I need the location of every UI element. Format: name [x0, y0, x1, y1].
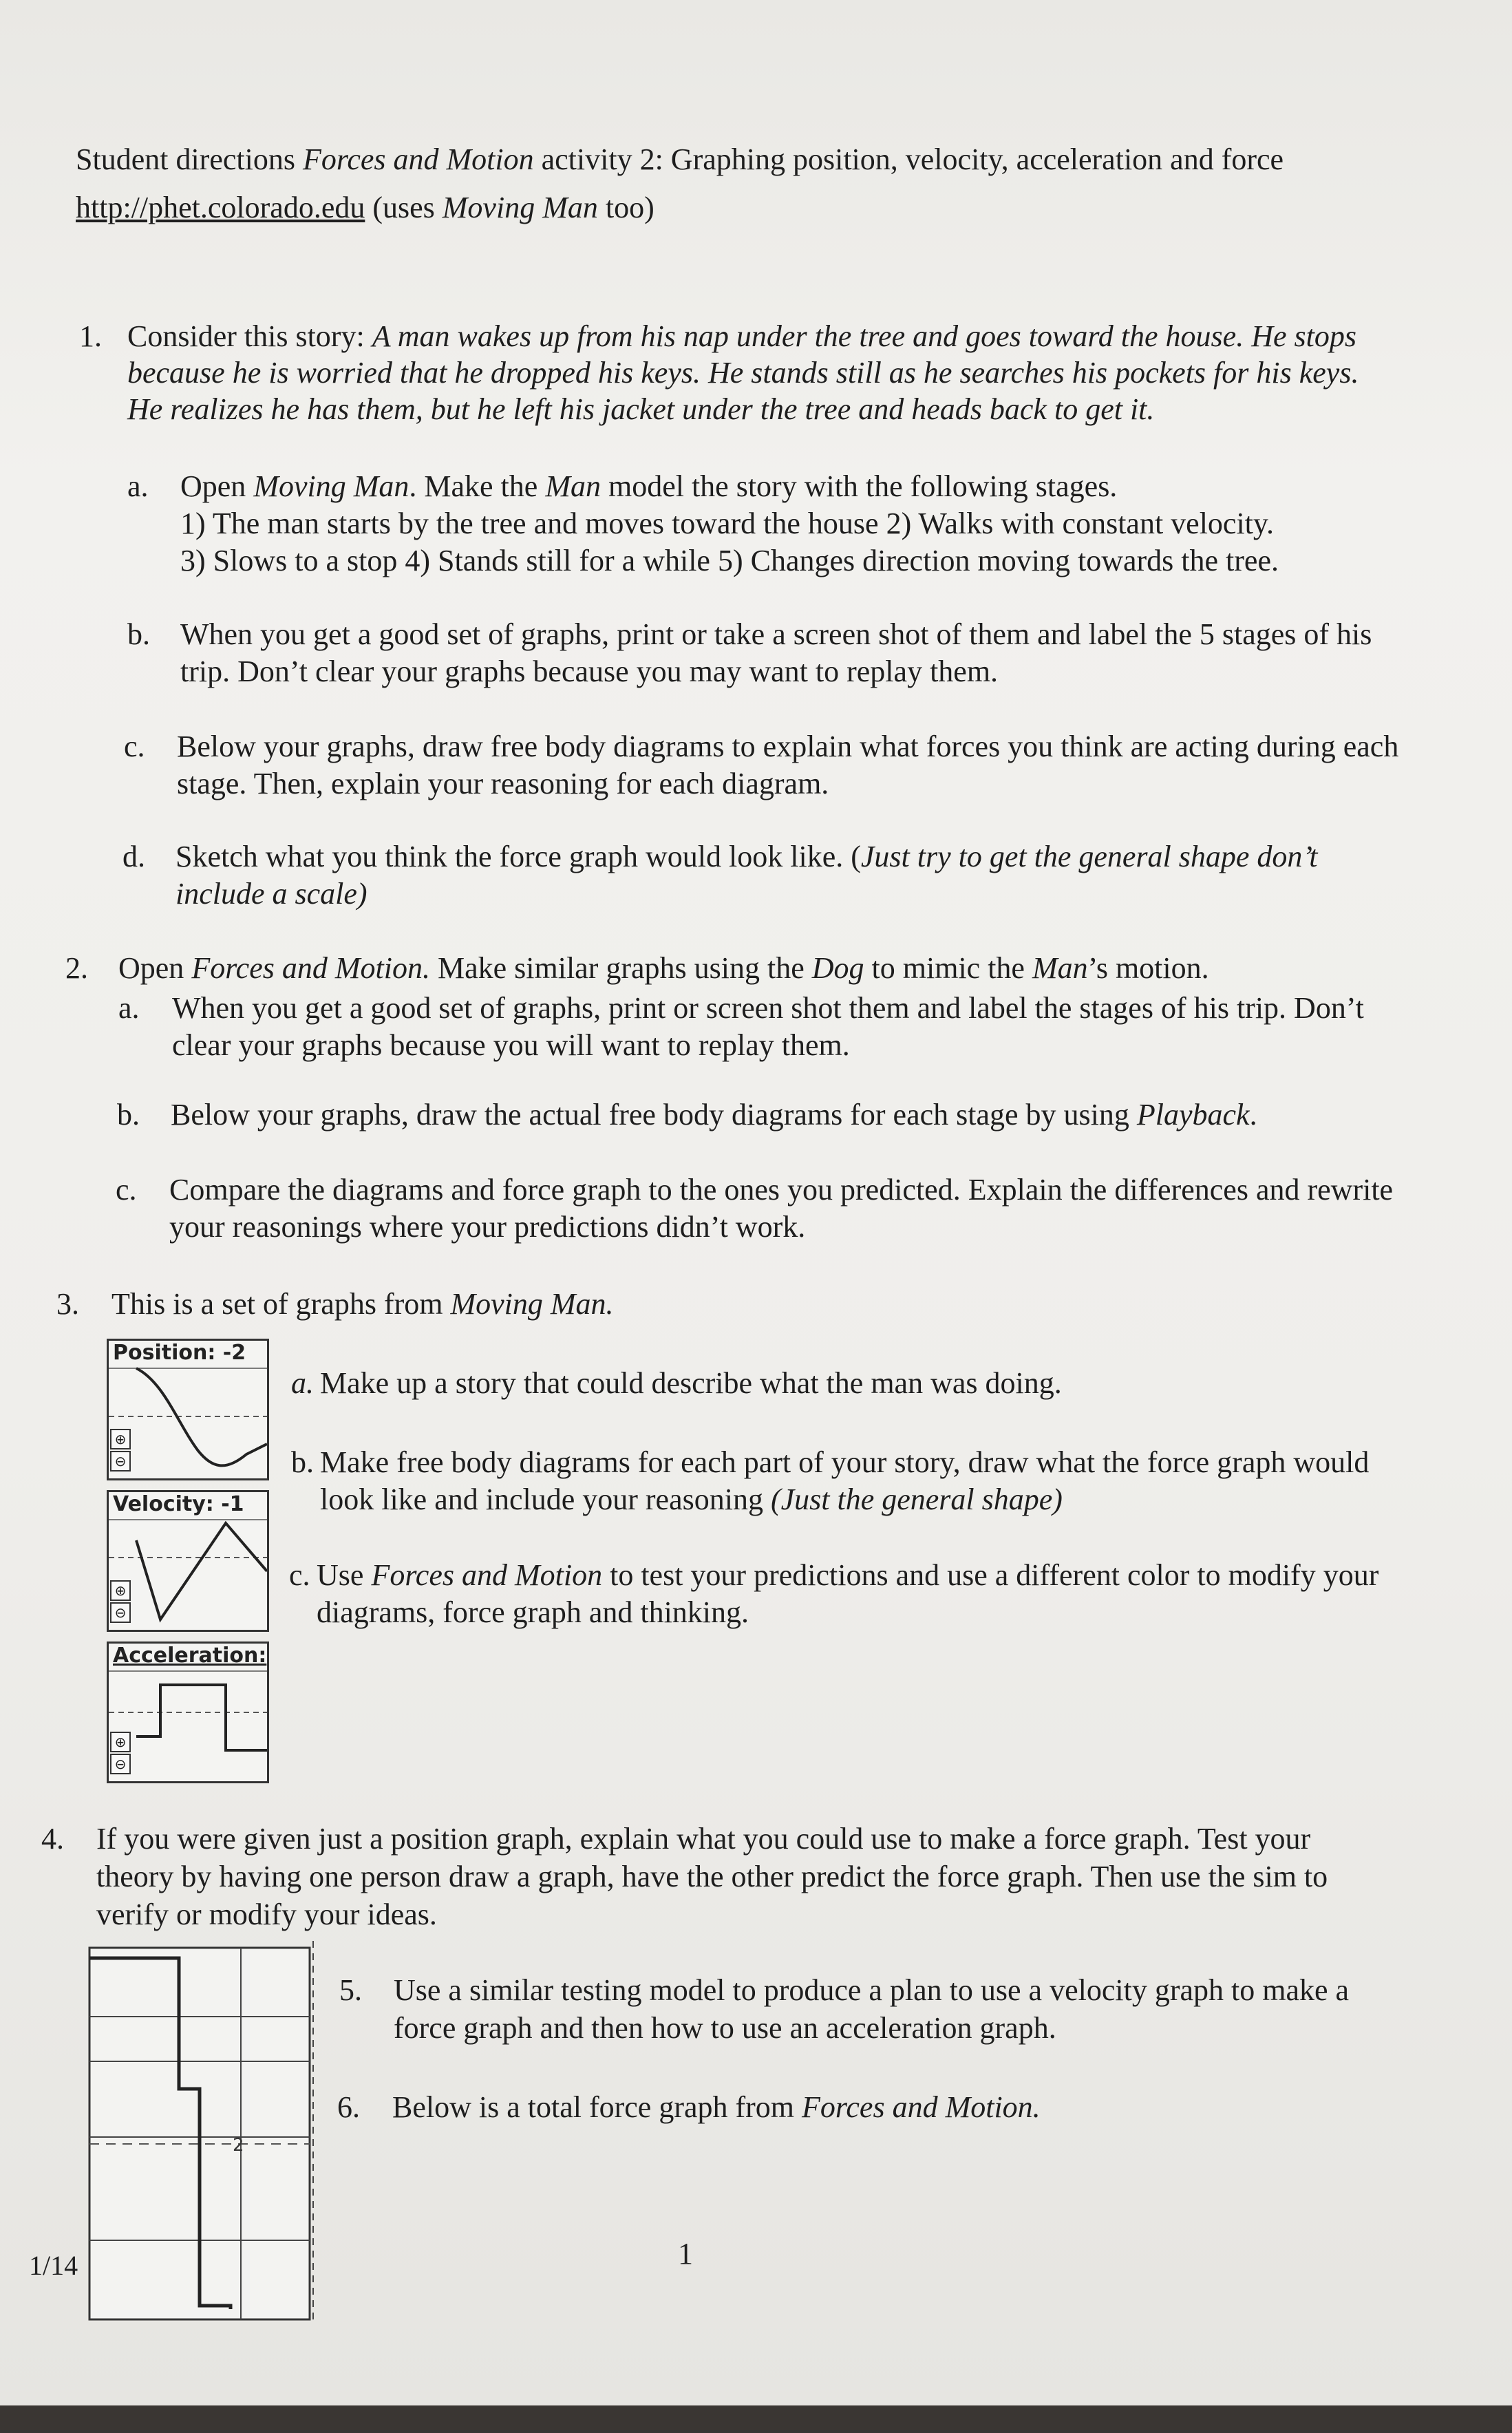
- q4-line-1: If you were given just a position graph, explain what you could use to make a force graph. Test your: [96, 1822, 1311, 1856]
- header-subtitle: http://phet.colorado.edu (uses Moving Man too): [76, 191, 654, 224]
- q3-c-label: c.: [289, 1558, 310, 1592]
- q1-b-line-2: trip. Don’t clear your graphs because you may want to replay them.: [180, 655, 999, 688]
- acceleration-graph: [107, 1642, 269, 1783]
- q2-line-1: Open Forces and Motion. Make similar graphs using the Dog to mimic the Man’s motion.: [118, 951, 1209, 985]
- q4-line-2: theory by having one person draw a graph, have the other predict the force graph. Then use the sim to: [96, 1860, 1328, 1893]
- svg-text:2: 2: [233, 2135, 244, 2156]
- q1-d-line-1: Sketch what you think the force graph would look like. (Just try to get the general shape don’t: [175, 840, 1318, 873]
- header-title: Student directions Forces and Motion activity 2: Graphing position, velocity, acceleration and force: [76, 142, 1284, 176]
- q1-number: 1.: [79, 319, 102, 353]
- zoom-in-icon[interactable]: ⊕: [110, 1580, 131, 1601]
- q3-a-label: a.: [291, 1366, 314, 1400]
- q2-b-label: b.: [117, 1098, 140, 1131]
- velocity-curve: [109, 1492, 267, 1630]
- zoom-in-icon[interactable]: ⊕: [110, 1732, 131, 1752]
- q3-b-line-1: Make free body diagrams for each part of your story, draw what the force graph would: [320, 1445, 1370, 1479]
- page-number: 1: [678, 2237, 693, 2271]
- q3-c-line-1: Use Forces and Motion to test your predictions and use a different color to modify your: [317, 1558, 1379, 1592]
- q1-a-line-3: 3) Slows to a stop 4) Stands still for a while 5) Changes direction moving towards the tree.: [180, 544, 1279, 577]
- q3-c-line-2: diagrams, force graph and thinking.: [317, 1595, 749, 1629]
- page-label: 1/14: [29, 2250, 78, 2281]
- position-curve: [109, 1341, 267, 1478]
- acceleration-graph-label: Acceleration:: [113, 1644, 267, 1668]
- q2-a-line-1: When you get a good set of graphs, print or screen shot them and label the stages of his trip. Don’t: [172, 991, 1364, 1025]
- q3-b-line-2: look like and include your reasoning (Just the general shape): [320, 1483, 1063, 1516]
- total-force-graph: [83, 1937, 317, 2330]
- q1-b-line-1: When you get a good set of graphs, print or take a screen shot of them and label the 5 stages of his: [180, 617, 1372, 651]
- position-graph-label: Position: -2: [113, 1341, 246, 1365]
- q2-c-label: c.: [116, 1173, 137, 1207]
- q5-number: 5.: [339, 1973, 362, 2007]
- q3-line-1: This is a set of graphs from Moving Man.: [111, 1287, 614, 1321]
- q1-b-label: b.: [127, 617, 150, 651]
- q2-b-line-1: Below your graphs, draw the actual free body diagrams for each stage by using Playback.: [171, 1098, 1257, 1131]
- q3-number: 3.: [56, 1287, 79, 1321]
- zoom-in-icon[interactable]: ⊕: [110, 1429, 131, 1449]
- q1-c-line-2: stage. Then, explain your reasoning for each diagram.: [177, 767, 829, 800]
- zoom-out-icon[interactable]: ⊖: [110, 1602, 131, 1623]
- q4-number: 4.: [41, 1822, 64, 1856]
- acceleration-curve: [109, 1644, 267, 1781]
- q1-c-line-1: Below your graphs, draw free body diagrams to explain what forces you think are acting during each: [177, 730, 1399, 763]
- velocity-graph: [107, 1490, 269, 1632]
- q1-d-label: d.: [123, 840, 145, 873]
- q3-b-label: b.: [291, 1445, 314, 1479]
- q1-a-label: a.: [127, 469, 149, 503]
- q1-story-line-3: He realizes he has them, but he left his jacket under the tree and heads back to get it.: [127, 392, 1155, 426]
- position-graph: [107, 1339, 269, 1480]
- q4-line-3: verify or modify your ideas.: [96, 1898, 437, 1931]
- q2-a-label: a.: [118, 991, 140, 1025]
- q1-c-label: c.: [124, 730, 145, 763]
- zoom-out-icon[interactable]: ⊖: [110, 1754, 131, 1774]
- q1-story-line-2: because he is worried that he dropped his keys. He stands still as he searches his pockets for his keys.: [127, 356, 1359, 390]
- zoom-out-icon[interactable]: ⊖: [110, 1451, 131, 1472]
- q2-c-line-2: your reasonings where your predictions didn’t work.: [169, 1210, 806, 1244]
- velocity-graph-label: Velocity: -1: [113, 1492, 244, 1516]
- q2-number: 2.: [65, 951, 88, 985]
- q5-line-2: force graph and then how to use an acceleration graph.: [394, 2011, 1056, 2045]
- q6-line-1: Below is a total force graph from Forces and Motion.: [392, 2090, 1041, 2124]
- q2-c-line-1: Compare the diagrams and force graph to the ones you predicted. Explain the differences and rewrite: [169, 1173, 1394, 1207]
- q1-a-line-2: 1) The man starts by the tree and moves toward the house 2) Walks with constant velocity.: [180, 507, 1275, 540]
- q1-story-line-1: Consider this story: A man wakes up from his nap under the tree and goes toward the house. He stops: [127, 319, 1356, 353]
- q2-a-line-2: clear your graphs because you will want to replay them.: [172, 1028, 850, 1062]
- q3-a-line-1: Make up a story that could describe what the man was doing.: [320, 1366, 1062, 1400]
- phet-link[interactable]: http://phet.colorado.edu: [76, 191, 365, 224]
- q6-number: 6.: [337, 2090, 360, 2124]
- q1-d-line-2: include a scale): [175, 877, 368, 911]
- q5-line-1: Use a similar testing model to produce a plan to use a velocity graph to make a: [394, 1973, 1350, 2007]
- q1-a-line-1: Open Moving Man. Make the Man model the story with the following stages.: [180, 469, 1118, 503]
